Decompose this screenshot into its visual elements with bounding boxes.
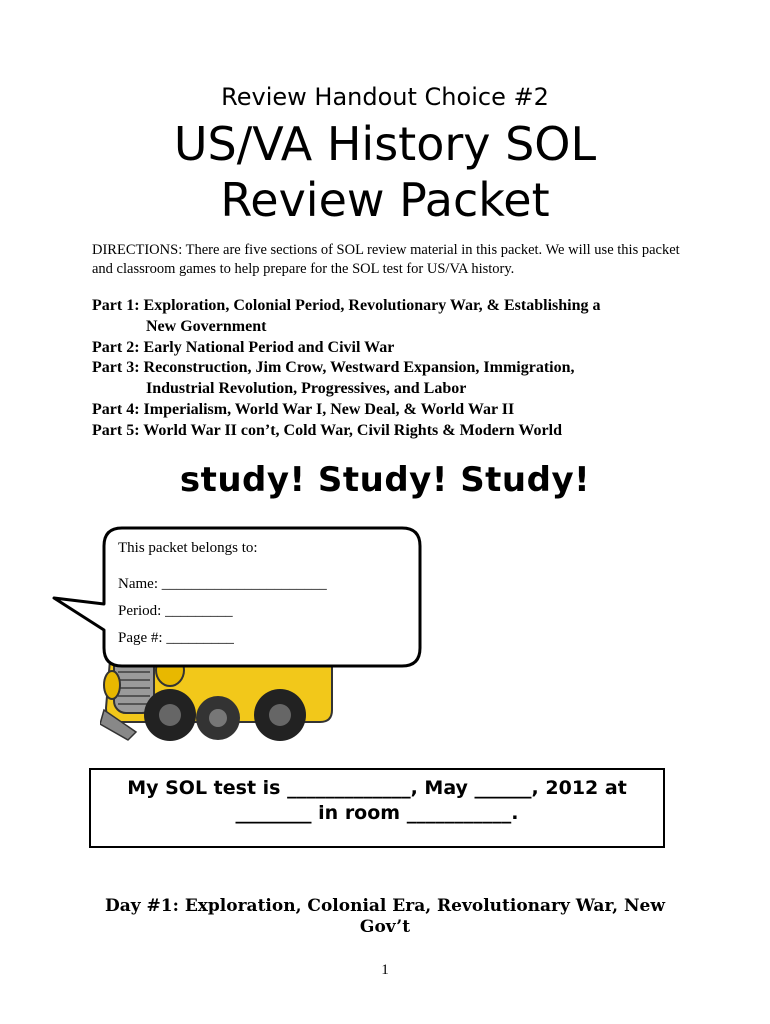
sol-test-line-1: My SOL test is _____________, May ______, 2012 at	[127, 777, 627, 799]
part-item-continued: New Government	[146, 317, 267, 335]
part-item: Part 1: Exploration, Colonial Period, Revolutionary War, & Establishing a	[92, 297, 601, 314]
owner-period-field: Period: _________	[118, 603, 233, 619]
day-heading	[70, 896, 700, 938]
title-line-1: US/VA History SOL	[173, 117, 597, 171]
day-heading-line-2: Gov’t	[359, 917, 411, 937]
page-number: 1	[381, 962, 389, 978]
owner-page-field: Page #: _________	[118, 630, 234, 646]
part-item: Part 5: World War II con’t, Cold War, Civil Rights & Modern World	[92, 421, 562, 439]
sol-test-line-2: ________ in room ___________.	[235, 802, 519, 824]
study-banner: study! Study! Study!	[179, 460, 591, 500]
owner-heading: This packet belongs to:	[118, 540, 258, 556]
directions-text: DIRECTIONS: There are five sections of SOL review material in this packet. We will use this packet and classroom games to help prepare for the SOL test for US/VA history.	[92, 242, 680, 277]
sol-test-box	[89, 768, 665, 848]
part-item: Part 2: Early National Period and Civil War	[92, 338, 395, 356]
parts-list	[92, 296, 712, 442]
page-title	[0, 116, 770, 228]
handout-subtitle: Review Handout Choice #2	[221, 83, 549, 111]
title-line-2: Review Packet	[220, 173, 550, 227]
day-heading-line-1: Day #1: Exploration, Colonial Era, Revolutionary War, New	[105, 896, 665, 916]
owner-name-field: Name: ______________________	[118, 576, 327, 592]
part-item: Part 3: Reconstruction, Jim Crow, Westward Expansion, Immigration,	[92, 359, 575, 377]
part-item: Part 4: Imperialism, World War I, New Deal, & World War II	[92, 400, 515, 418]
part-item-continued: Industrial Revolution, Progressives, and Labor	[146, 380, 467, 398]
